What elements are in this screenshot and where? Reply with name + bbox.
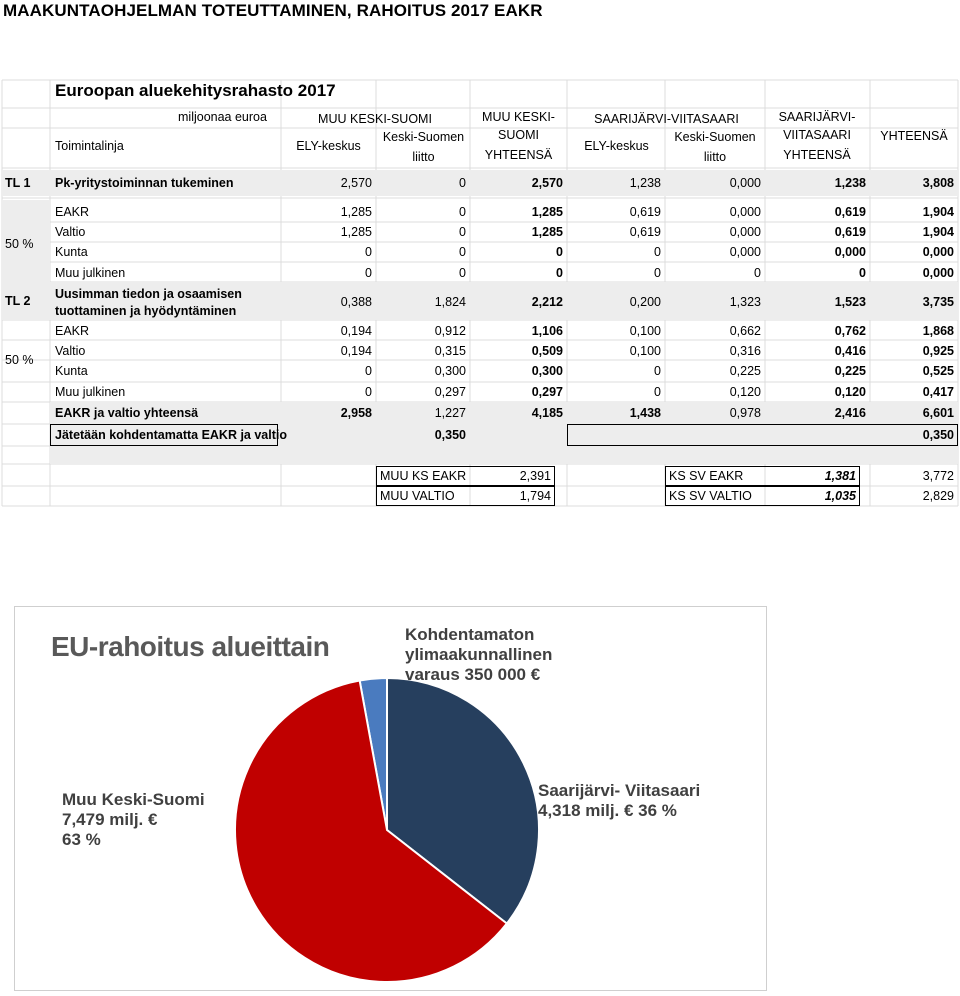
group-ssv-total-line2: VIITASAARI [783,128,851,142]
row-value: 3,735 [922,295,954,309]
row-value: 3,808 [922,176,954,190]
row-value: 0 [556,245,563,259]
pie-chart-panel [14,606,767,991]
row-value: 0,662 [729,324,761,338]
totals-value: 4,185 [531,406,563,420]
label-unallocated [405,625,552,685]
row-value: 0,525 [922,364,954,378]
row-value: 1,323 [729,295,761,309]
row-value: 0,120 [729,385,761,399]
row-value: 0 [365,385,372,399]
row-value: 1,285 [340,225,372,239]
unallocated-total: 0,350 [922,428,954,442]
row-value: 0,120 [834,385,866,399]
label-muu-line2: 7,479 milj. € [62,810,158,829]
row-value: 1,904 [922,205,954,219]
row-value: 0,619 [629,225,661,239]
row-value: 0,619 [834,205,866,219]
row-value: 0,200 [629,295,661,309]
row-value: 0 [654,245,661,259]
col-yhteensa: YHTEENSÄ [880,129,948,143]
summary-muu-valtio-value: 1,794 [519,489,551,503]
row-value: 1,238 [629,176,661,190]
row-value: 0 [459,266,466,280]
row-value: 0,194 [340,324,372,338]
row-value: 0 [365,364,372,378]
summary-muu-eakr-value: 2,391 [519,469,551,483]
totals-value: 1,227 [434,406,466,420]
row-value: 1,868 [922,324,954,338]
unallocated-value: 0,350 [434,428,466,442]
row-value: 1,285 [531,225,563,239]
row-value: 0,000 [729,176,761,190]
row-label: Valtio [55,225,86,239]
row-value: 2,570 [340,176,372,190]
row-value: 0,315 [434,344,466,358]
col-ks-liitto-ssv-line2: liitto [703,150,727,164]
totals-value: 6,601 [922,406,954,420]
row-label: Pk-yritystoiminnan tukeminen [55,176,234,190]
summary-muu-eakr-label: MUU KS EAKR [380,469,467,483]
col-ks-liitto-muu-line2: liitto [412,150,435,164]
label-muu-line1: Muu Keski-Suomi [62,790,205,809]
row-value: 0,300 [531,364,563,378]
row-value: 1,523 [834,295,866,309]
row-value: 1,904 [922,225,954,239]
row-value: 0,388 [340,295,372,309]
totals-label: EAKR ja valtio yhteensä [55,406,199,420]
row-value: 0 [365,266,372,280]
group-muu-keski-suomi: MUU KESKI-SUOMI [318,112,432,126]
row-value: 0 [459,205,466,219]
chart-title: EU-rahoitus alueittain [51,631,330,662]
row-value: 0,509 [531,344,563,358]
label-muu-line3: 63 % [62,830,101,849]
row-value: 0 [654,385,661,399]
row-value: 1,106 [531,324,563,338]
group-saarijarvi-viitasaari: SAARIJÄRVI-VIITASAARI [594,112,739,126]
row-label: Muu julkinen [55,385,126,399]
row-value: 0 [654,364,661,378]
summary-ssv-valtio-label: KS SV VALTIO [669,489,752,503]
row-value: 0,925 [922,344,954,358]
row-value: 0,225 [834,364,866,378]
row-label: EAKR [55,324,90,338]
row-value: 0 [859,266,866,280]
pct-label: 50 % [5,237,34,251]
label-muu-keski-suomi [62,790,205,850]
row-value: 0 [754,266,761,280]
unallocated-label-box [50,424,278,446]
row-label: Kunta [55,364,88,378]
unit-label: miljoonaa euroa [178,110,267,124]
row-value: 0,417 [922,385,954,399]
row-value: 0,297 [434,385,466,399]
row-value: 0,000 [729,225,761,239]
row-value: 0 [459,225,466,239]
row-value: 0 [459,176,466,190]
summary-muu-valtio-label: MUU VALTIO [380,489,455,503]
summary-ssv-eakr-value: 1,381 [824,469,856,483]
row-value: 0,300 [434,364,466,378]
tl-label: TL 2 [5,294,31,308]
row-label: Uusimman tiedon ja osaamisen [55,287,242,301]
row-value: 0,000 [922,245,954,259]
row-label: Muu julkinen [55,266,126,280]
totals-value: 1,438 [629,406,661,420]
row-label: Kunta [55,245,88,259]
row-value: 1,285 [340,205,372,219]
row-value: 0,100 [629,324,661,338]
row-value: 0,316 [729,344,761,358]
label-unallocated-line3: varaus 350 000 € [405,665,541,684]
col-ely-keskus-ssv: ELY-keskus [584,139,649,153]
unallocated-right-box [567,424,958,446]
row-value: 0,619 [834,225,866,239]
col-ks-liitto-ssv-line1: Keski-Suomen [674,130,756,144]
row-value: 1,824 [434,295,466,309]
row-value: 0,762 [834,324,866,338]
row-value: 2,570 [531,176,563,190]
row-label-line2: tuottaminen ja hyödyntäminen [55,304,237,318]
row-value: 0,000 [729,205,761,219]
group-ssv-total-line1: SAARIJÄRVI- [778,110,856,124]
group-muu-total-line3: YHTEENSÄ [484,148,553,162]
col-toimintalinja: Toimintalinja [55,139,124,153]
page-title: MAAKUNTAOHJELMAN TOTEUTTAMINEN, RAHOITUS 2017 EAKR [3,1,543,20]
row-value: 0 [556,266,563,280]
label-saarijarvi-viitasaari [538,781,700,821]
row-value: 0,194 [340,344,372,358]
row-value: 0,416 [834,344,866,358]
row-value: 0 [459,245,466,259]
row-value: 0 [654,266,661,280]
summary-ssv-eakr-label: KS SV EAKR [669,469,744,483]
col-ks-liitto-muu-line1: Keski-Suomen [382,130,465,144]
row-value: 0 [365,245,372,259]
row-label: EAKR [55,205,90,219]
summary-ssv-eakr-total: 3,772 [922,469,954,483]
unallocated-label: Jätetään kohdentamatta EAKR ja valtio [55,428,288,442]
tl-label: TL 1 [5,176,31,190]
totals-value: 0,978 [729,406,761,420]
col-ely-keskus-muu: ELY-keskus [296,139,361,153]
row-value: 0,000 [834,245,866,259]
totals-value: 2,958 [340,406,372,420]
row-value: 0,225 [729,364,761,378]
summary-ssv-valtio-total: 2,829 [922,489,954,503]
row-value: 0,912 [434,324,466,338]
group-muu-total-line2: SUOMI [498,128,539,142]
row-label: Valtio [55,344,86,358]
group-muu-total-line1: MUU KESKI- [482,110,555,124]
group-ssv-total-line3: YHTEENSÄ [783,148,851,162]
pct-label: 50 % [5,353,34,367]
row-value: 0,000 [922,266,954,280]
label-ssv-line1: Saarijärvi- Viitasaari [538,781,701,800]
row-value: 0,100 [629,344,661,358]
row-shade-blank [50,446,958,464]
label-ssv-line2: 4,318 milj. € 36 % [538,801,677,820]
row-value: 0,000 [729,245,761,259]
row-value: 0,619 [629,205,661,219]
row-value: 0,297 [531,385,563,399]
totals-value: 2,416 [834,406,866,420]
table-subtitle: Euroopan aluekehitysrahasto 2017 [55,81,336,100]
row-value: 1,238 [834,176,866,190]
row-value: 2,212 [531,295,563,309]
label-unallocated-line1: Kohdentamaton [405,625,535,644]
row-value: 1,285 [531,205,563,219]
label-unallocated-line2: ylimaakunnallinen [405,645,553,664]
summary-ssv-valtio-value: 1,035 [824,489,856,503]
